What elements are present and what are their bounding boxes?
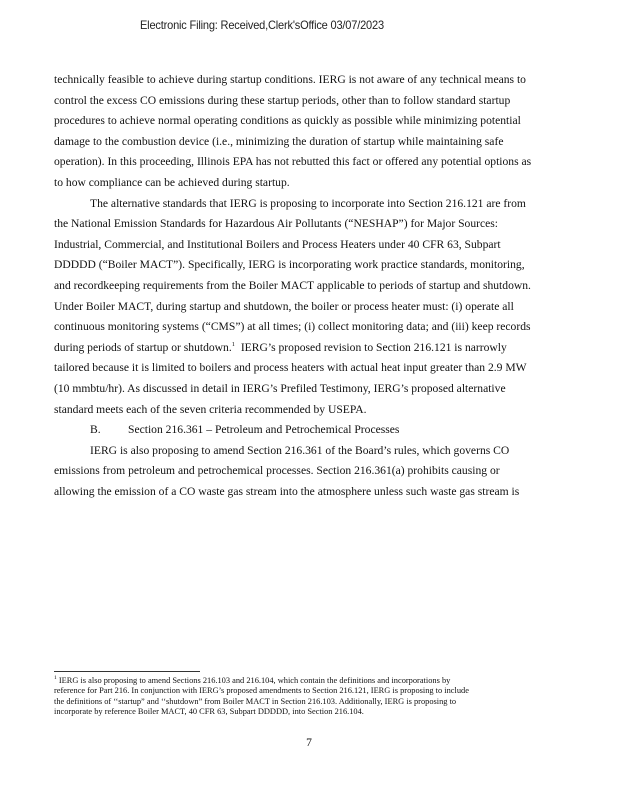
document-body: [54, 70, 574, 502]
text-line: control the excess CO emissions during these startup periods, other than to follow standard startup: [54, 93, 511, 107]
paragraph-2: [54, 194, 574, 421]
text-line: the National Emission Standards for Hazardous Air Pollutants (“NESHAP”) for Major Sources:: [54, 217, 499, 231]
text-line: and recordkeeping requirements from the Boiler MACT applicable to periods of startup and shutdown.: [54, 278, 531, 292]
text-line: standard meets each of the seven criteria recommended by USEPA.: [54, 402, 367, 416]
footnote-line: the definitions of ‘‘startup” and ‘‘shutdown” from Boiler MACT in Section 216.103. Additionally, IERG is proposing to: [54, 696, 457, 706]
section-heading: [54, 420, 574, 441]
text-line: procedures to achieve normal operating conditions as quickly as possible while minimizing potential: [54, 114, 521, 128]
text-segment: IERG’s proposed revision to Section 216.121 is narrowly: [235, 340, 507, 354]
text-line: technically feasible to achieve during startup conditions. IERG is not aware of any technical means to: [54, 73, 526, 86]
text-line: (10 mmbtu/hr). As discussed in detail in IERG’s Prefiled Testimony, IERG’s proposed alternative: [54, 381, 506, 395]
text-line: Industrial, Commercial, and Institutional Boilers and Process Heaters under 40 CFR 63, Subpart: [54, 237, 501, 251]
footnote-line: [54, 676, 566, 686]
section-title: Section 216.361 – Petroleum and Petrochemical Processes: [128, 423, 400, 437]
paragraph-3: [54, 441, 574, 503]
paragraph-1: [54, 70, 574, 194]
text-segment: during periods of startup or shutdown.: [54, 340, 232, 354]
text-line: continuous monitoring systems (“CMS”) at all times; (i) collect monitoring data; and (iii) keep records: [54, 320, 531, 334]
footnote-text: IERG is also proposing to amend Sections 216.103 and 216.104, which contain the definitions and incorporations by: [56, 676, 451, 685]
text-line: The alternative standards that IERG is proposing to incorporate into Section 216.121 are from: [90, 196, 526, 210]
text-line: to how compliance can be achieved during startup.: [54, 175, 290, 189]
page-number: 7: [306, 736, 312, 749]
footnote-line: reference for Part 216. In conjunction with IERG’s proposed amendments to Section 216.121, IERG is proposing to include: [54, 686, 469, 696]
text-line: operation). In this proceeding, Illinois EPA has not rebutted this fact or offered any potential options as: [54, 155, 532, 169]
footnote-line: incorporate by reference Boiler MACT, 40 CFR 63, Subpart DDDDD, into Section 216.104.: [54, 707, 364, 717]
footnote-reference[interactable]: 1: [231, 340, 236, 348]
footnote-divider: [54, 671, 200, 672]
text-line: emissions from petroleum and petrochemical processes. Section 216.361(a) prohibits causing or: [54, 464, 500, 478]
text-line: DDDDD (“Boiler MACT”). Specifically, IERG is incorporating work practice standards, monitoring,: [54, 258, 525, 272]
footnote: [54, 676, 566, 718]
footnote-marker: 1: [54, 675, 57, 682]
text-line: IERG is also proposing to amend Section 216.361 of the Board’s rules, which governs CO: [90, 443, 510, 457]
text-line: allowing the emission of a CO waste gas stream into the atmosphere unless such waste gas stream is: [54, 484, 520, 498]
text-line: damage to the combustion device (i.e., minimizing the duration of startup while maintaining safe: [54, 134, 504, 148]
text-line: Under Boiler MACT, during startup and shutdown, the boiler or process heater must: (i) operate all: [54, 299, 514, 313]
text-line-with-footnote: [54, 338, 574, 359]
filing-stamp: Electronic Filing: Received,Clerk'sOffice 03/07/2023: [140, 18, 384, 32]
section-letter: B.: [90, 423, 101, 437]
text-line: tailored because it is limited to boilers and process heaters with actual heat input greater than 2.9 MW: [54, 361, 527, 375]
